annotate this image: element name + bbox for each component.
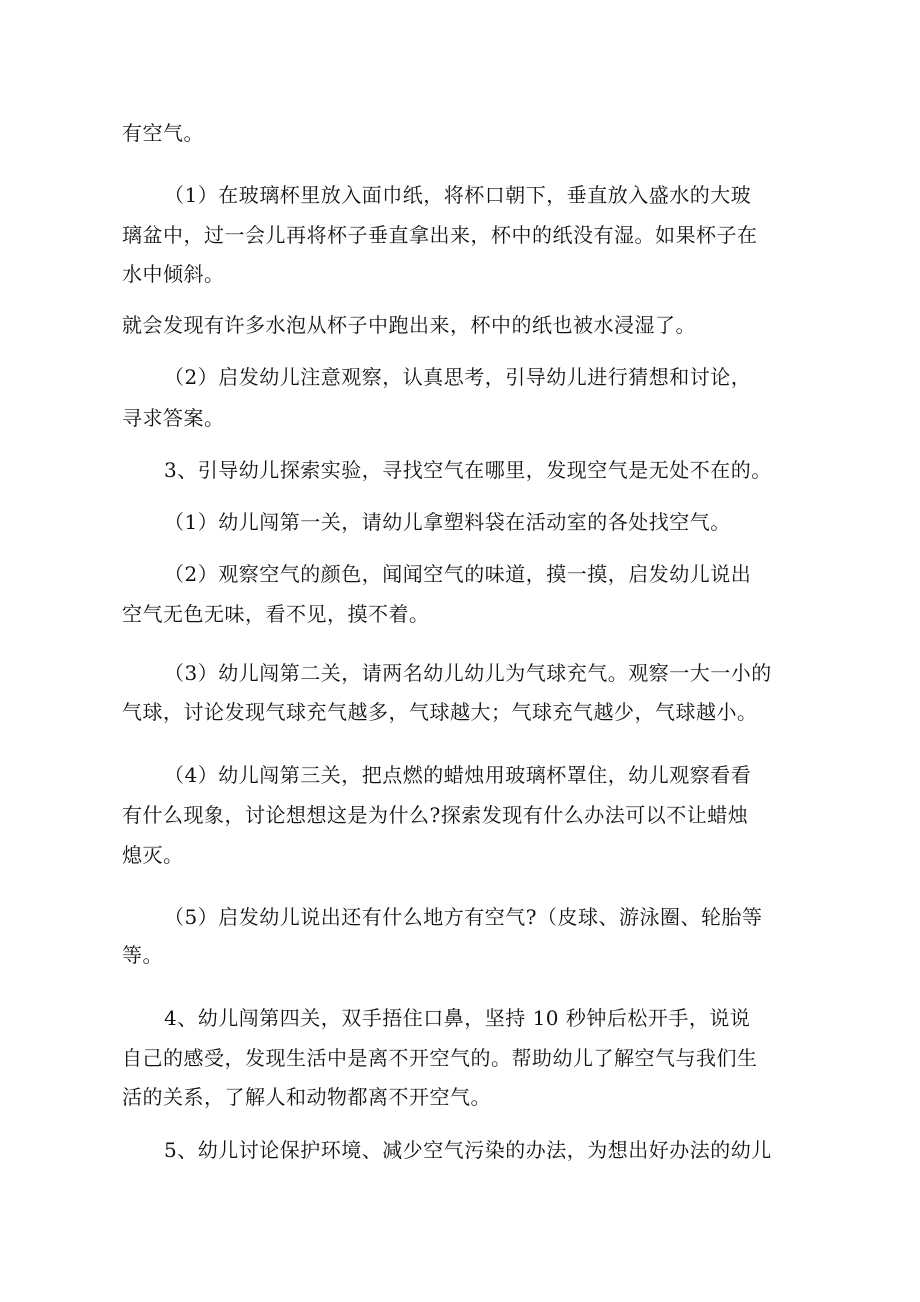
text-line: （1）在玻璃杯里放入面巾纸，将杯口朝下，垂直放入盛水的大玻 <box>164 183 752 207</box>
text-line: （1）幼儿闯第一关，请幼儿拿塑料袋在活动室的各处找空气。 <box>164 510 731 534</box>
text-line: 空气无色无味，看不见，摸不着。 <box>122 602 430 626</box>
text-line: 璃盆中，过一会儿再将杯子垂直拿出来，杯中的纸没有湿。如果杯子在 <box>122 223 758 247</box>
text-line: 就会发现有许多水泡从杯子中跑出来，杯中的纸也被水浸湿了。 <box>122 313 696 337</box>
text-line: 气球，讨论发现气球充气越多，气球越大；气球充气越少，气球越小。 <box>122 700 758 724</box>
text-line: （2）启发幼儿注意观察，认真思考，引导幼儿进行猜想和讨论， <box>164 365 752 389</box>
text-line: 等。 <box>122 943 163 967</box>
text-line: （5）启发幼儿说出还有什么地方有空气?（皮球、游泳圈、轮胎等 <box>164 905 763 929</box>
text-line: （3）幼儿闯第二关，请两名幼儿幼儿为气球充气。观察一大一小的 <box>164 661 772 685</box>
text-line: （2）观察空气的颜色，闻闻空气的味道，摸一摸，启发幼儿说出 <box>164 562 752 586</box>
text-line: 寻求答案。 <box>122 406 225 430</box>
text-line: 3、引导幼儿探索实验，寻找空气在哪里，发现空气是无处不在的。 <box>164 458 772 482</box>
text-line: 熄灭。 <box>122 843 184 867</box>
text-line: 5、幼儿讨论保护环境、减少空气污染的办法，为想出好办法的幼儿 <box>164 1138 772 1162</box>
text-line: 有空气。 <box>122 121 204 145</box>
text-line: 4、幼儿闯第四关，双手捂住口鼻，坚持 10 秒钟后松开手，说说 <box>164 1006 751 1030</box>
text-line: 有什么现象，讨论想想这是为什么?探索发现有什么办法可以不让蜡烛 <box>122 803 749 827</box>
text-line: 水中倾斜。 <box>122 262 225 286</box>
text-line: （4）幼儿闯第三关，把点燃的蜡烛用玻璃杯罩住，幼儿观察看看 <box>164 763 752 787</box>
text-line: 活的关系，了解人和动物都离不开空气。 <box>122 1085 491 1109</box>
text-line: 自己的感受，发现生活中是离不开空气的。帮助幼儿了解空气与我们生 <box>122 1046 758 1070</box>
